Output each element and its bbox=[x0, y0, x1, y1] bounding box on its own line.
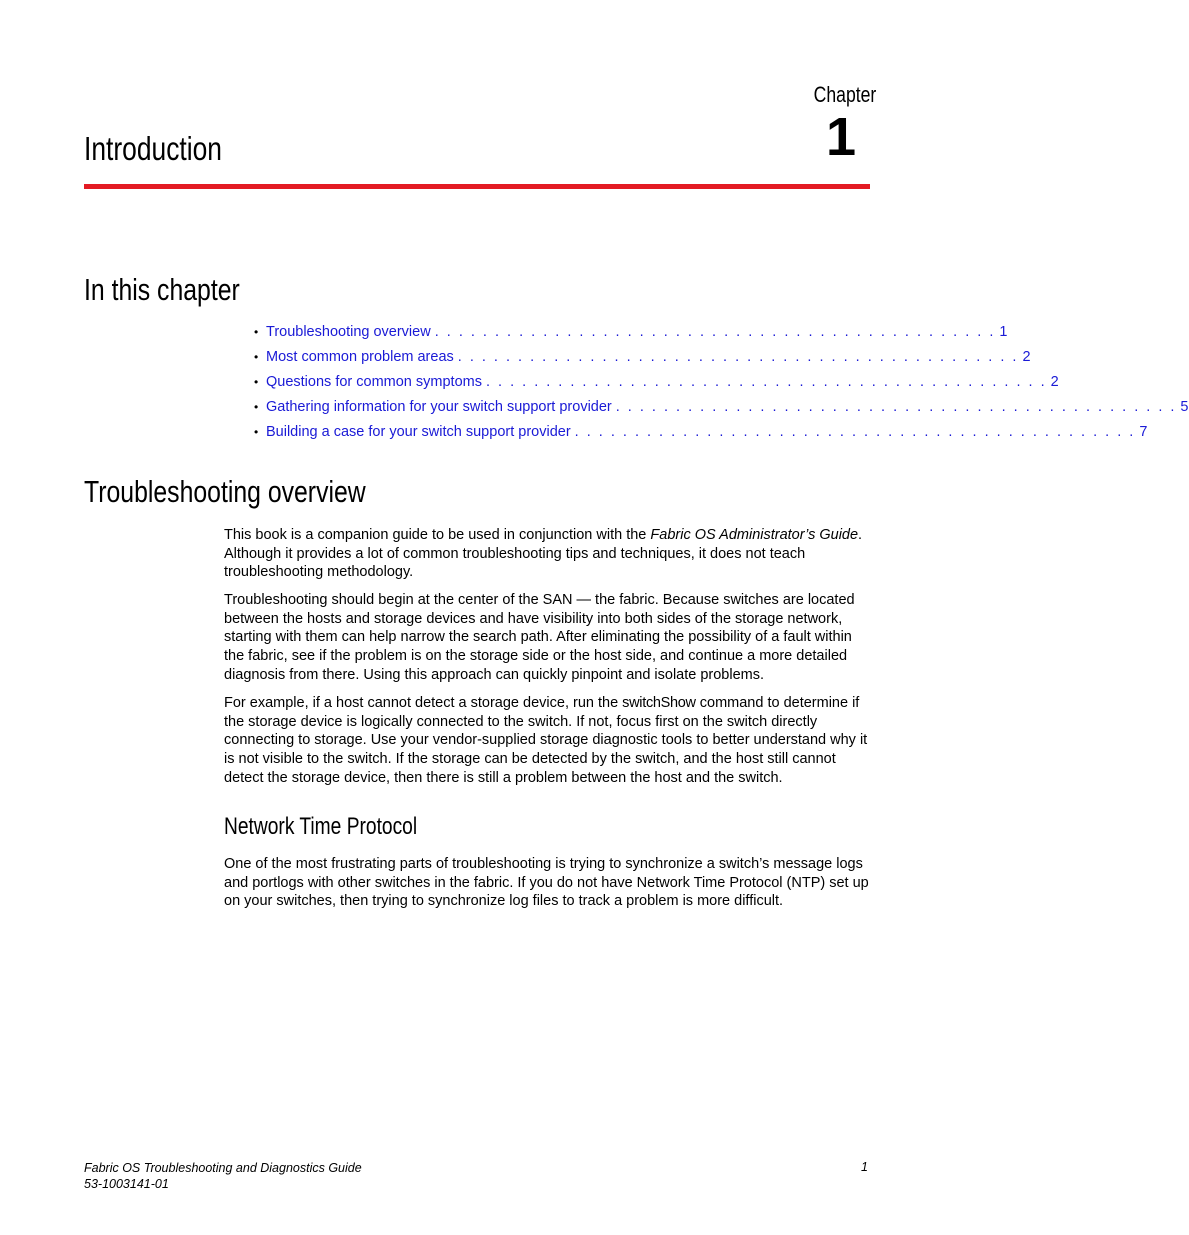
footer-doc-number: 53-1003141-01 bbox=[84, 1177, 169, 1191]
toc-link[interactable]: Troubleshooting overview bbox=[266, 324, 431, 340]
chapter-divider bbox=[84, 184, 870, 189]
toc-link[interactable]: Questions for common symptoms bbox=[266, 374, 482, 390]
bullet-icon: • bbox=[254, 350, 259, 364]
toc-link[interactable]: Gathering information for your switch support provider bbox=[266, 399, 612, 415]
toc-leader: . . . . . . . . . . . . . . . . . . . . . . . . . . . . . . . . . . . . . . . . . . . . . . . bbox=[434, 324, 996, 340]
toc-page-number[interactable]: 5 bbox=[1180, 399, 1189, 415]
ntp-paragraph: One of the most frustrating parts of troubleshooting is trying to synchronize a switch’s message logs and portlogs with other switches in the fabric. If you do not have Network Time Protocol (NTP) set up on your switches, then trying to synchronize log files to track a problem is more difficult. bbox=[224, 856, 869, 910]
in-this-chapter-heading: In this chapter bbox=[84, 272, 240, 307]
bullet-icon: • bbox=[254, 325, 259, 339]
troubleshooting-overview-heading: Troubleshooting overview bbox=[84, 474, 366, 509]
command-name: switchShow bbox=[622, 695, 696, 711]
overview-paragraph-3: For example, if a host cannot detect a storage device, run the switchShow command to determine if the storage device is logically connected to the switch. If not, focus first on the switch directly connecting to storage. Use your vendor-supplied storage diagnostic tools to better understand why it is not visible to the switch. If the storage can be detected by the switch, and the host still cannot detect the storage device, then there is still a problem between the host and the switch. bbox=[224, 695, 868, 786]
toc-item[interactable] bbox=[254, 420, 1148, 445]
bullet-icon: • bbox=[254, 425, 259, 439]
toc-leader: . . . . . . . . . . . . . . . . . . . . . . . . . . . . . . . . . . . . . . . . . . . . . . . bbox=[574, 424, 1136, 440]
toc-page-number[interactable]: 2 bbox=[1022, 349, 1031, 365]
chapter-number: 1 bbox=[826, 107, 857, 167]
toc-item[interactable] bbox=[254, 395, 1189, 420]
toc-page-number[interactable]: 7 bbox=[1139, 424, 1148, 440]
toc-item[interactable] bbox=[254, 320, 1008, 345]
toc-item[interactable] bbox=[254, 345, 1031, 370]
toc-leader: . . . . . . . . . . . . . . . . . . . . . . . . . . . . . . . . . . . . . . . . . . . . . . . bbox=[615, 399, 1177, 415]
overview-paragraph-2: Troubleshooting should begin at the center of the SAN — the fabric. Because switches are located between the hosts and storage devices and have visibility into both sides of the storage network, starting with them can help narrow the search path. After eliminating the possibility of a fault within the fabric, see if the problem is on the storage side or the host side, and continue a more detailed diagnosis from there. Using this approach can quickly pinpoint and isolate problems. bbox=[224, 592, 855, 683]
toc-item[interactable] bbox=[254, 370, 1059, 395]
toc-link[interactable]: Building a case for your switch support provider bbox=[266, 424, 571, 440]
chapter-toc bbox=[254, 320, 1189, 445]
chapter-label: Chapter bbox=[813, 82, 876, 107]
toc-link[interactable]: Most common problem areas bbox=[266, 349, 454, 365]
network-time-protocol-heading: Network Time Protocol bbox=[224, 813, 418, 840]
footer-guide-title: Fabric OS Troubleshooting and Diagnostics Guide bbox=[84, 1161, 362, 1175]
guide-reference: Fabric OS Administrator’s Guide bbox=[650, 527, 859, 543]
bullet-icon: • bbox=[254, 400, 259, 414]
bullet-icon: • bbox=[254, 375, 259, 389]
footer-page-number: 1 bbox=[861, 1160, 868, 1174]
toc-page-number[interactable]: 1 bbox=[999, 324, 1008, 340]
chapter-title: Introduction bbox=[84, 130, 222, 167]
toc-leader: . . . . . . . . . . . . . . . . . . . . . . . . . . . . . . . . . . . . . . . . . . . . . . . bbox=[457, 349, 1019, 365]
toc-leader: . . . . . . . . . . . . . . . . . . . . . . . . . . . . . . . . . . . . . . . . . . . . . . . bbox=[485, 374, 1047, 390]
overview-paragraph-1: This book is a companion guide to be used in conjunction with the Fabric OS Administrator’s Guide. Although it provides a lot of common troubleshooting tips and techniques, it does not teach troubleshooting methodology. bbox=[224, 527, 863, 581]
toc-page-number[interactable]: 2 bbox=[1050, 374, 1059, 390]
footer-doc-info bbox=[84, 1160, 362, 1192]
